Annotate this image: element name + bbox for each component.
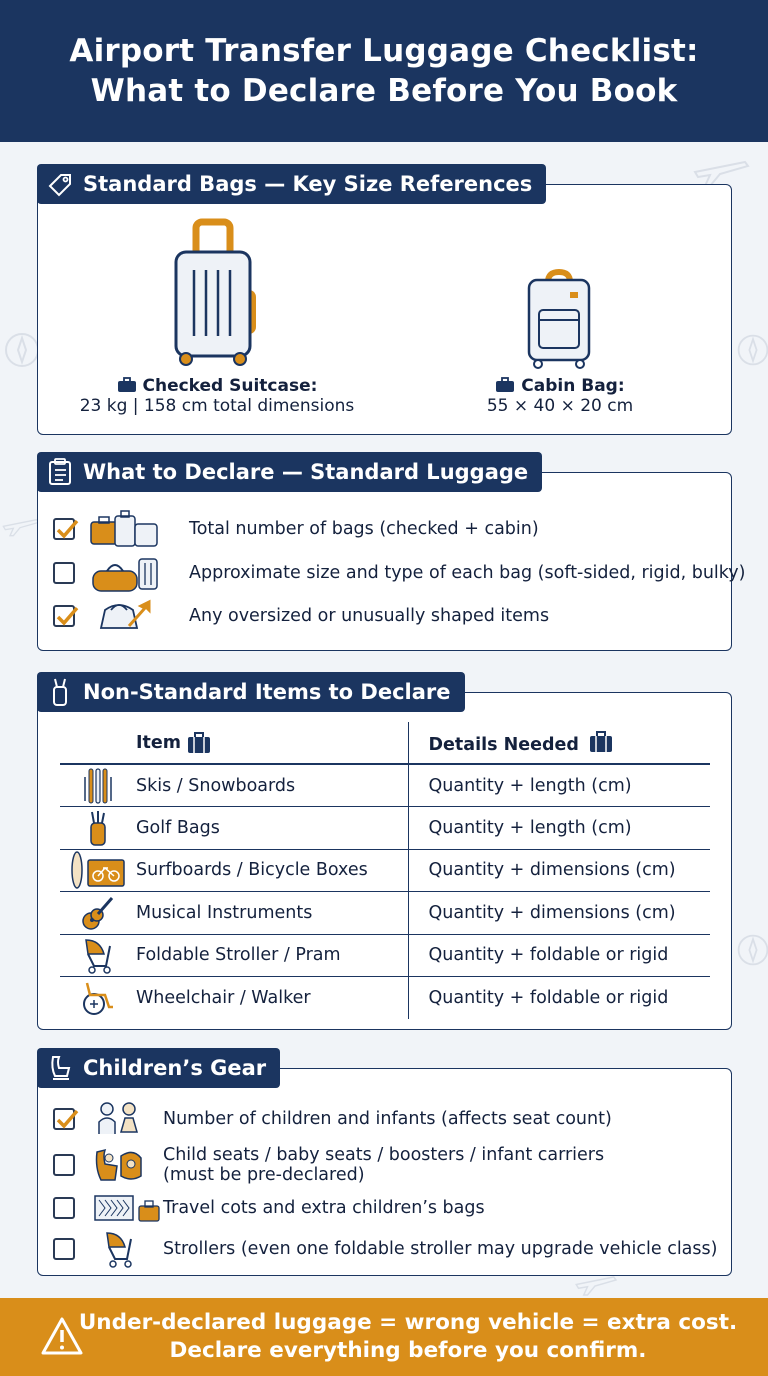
item-name: Wheelchair / Walker [136, 988, 311, 1008]
children-title [37, 1048, 280, 1088]
table-row [60, 892, 710, 935]
column-header-details-text: Details Needed [428, 734, 579, 755]
checkbox[interactable] [53, 1154, 75, 1176]
children-item-text: Travel cots and extra children’s bags [163, 1198, 485, 1218]
column-header-item [60, 722, 408, 764]
oversized-bag-icon [89, 598, 161, 634]
page-title-line1: Airport Transfer Luggage Checklist: [69, 33, 699, 69]
tag-icon [37, 164, 83, 204]
item-name: Skis / Snowboards [136, 775, 296, 796]
children-item-count[interactable] [53, 1100, 612, 1138]
item-details: Quantity + length (cm) [408, 764, 710, 807]
background-plane-icon [0, 505, 40, 545]
declare-item-text: Total number of bags (checked + cabin) [189, 519, 539, 539]
children-item-child-seats[interactable] [53, 1144, 604, 1186]
checkbox[interactable] [53, 1238, 75, 1260]
stroller-icon [93, 1229, 145, 1269]
declare-item-text: Any oversized or unusually shaped items [189, 606, 550, 626]
golf-bag-icon [37, 672, 83, 712]
warning-line2: Declare everything before you confirm. [169, 1338, 647, 1363]
children-item-text: Number of children and infants (affects seat count) [163, 1109, 612, 1129]
item-name: Foldable Stroller / Pram [136, 945, 341, 966]
item-details: Quantity + dimensions (cm) [408, 892, 710, 935]
background-compass-icon [735, 330, 768, 370]
declare-item-oversized[interactable] [53, 598, 549, 634]
briefcase-icon [589, 731, 613, 753]
stroller-icon [60, 936, 136, 974]
surfboard-bike-box-icon [60, 850, 136, 890]
item-name: Golf Bags [136, 817, 220, 838]
item-name: Musical Instruments [136, 902, 313, 923]
checkbox[interactable] [53, 518, 75, 540]
golf-bag-icon [60, 809, 136, 847]
cabin-bag-label: Cabin Bag: [521, 376, 625, 396]
checkbox[interactable] [53, 1108, 75, 1130]
page-title-line2: What to Declare Before You Book [90, 73, 678, 109]
briefcase-icon [117, 377, 137, 393]
table-header-row [60, 722, 710, 764]
non-standard-table [60, 722, 710, 1019]
item-details: Quantity + foldable or rigid [408, 977, 710, 1020]
background-compass-icon [735, 930, 768, 970]
table-row [60, 977, 710, 1020]
clipboard-icon [37, 452, 83, 492]
item-details: Quantity + length (cm) [408, 807, 710, 850]
table-row [60, 764, 710, 807]
non-standard-title-text: Non-Standard Items to Declare [83, 680, 451, 704]
declare-standard-title-text: What to Declare — Standard Luggage [83, 460, 529, 484]
children-icon [93, 1100, 145, 1138]
children-item-text: Child seats / baby seats / boosters / infant carriers [163, 1145, 605, 1165]
standard-bags-title-text: Standard Bags — Key Size References [83, 172, 533, 196]
checkbox[interactable] [53, 562, 75, 584]
non-standard-title [37, 672, 465, 712]
cabin-bag-icon [526, 268, 592, 370]
page-header [0, 0, 768, 142]
checkbox[interactable] [53, 1197, 75, 1219]
declare-item-total-bags[interactable] [53, 514, 539, 544]
cabin-bag-detail: 55 × 40 × 20 cm [486, 396, 634, 416]
children-item-strollers[interactable] [53, 1228, 717, 1270]
background-compass-icon [2, 330, 42, 370]
briefcase-icon [187, 732, 211, 754]
item-name: Surfboards / Bicycle Boxes [136, 860, 368, 881]
guitar-icon [60, 894, 136, 932]
checked-suitcase-icon [170, 218, 262, 368]
checked-suitcase-detail: 23 kg | 158 cm total dimensions [79, 396, 355, 416]
table-row [60, 849, 710, 892]
checked-suitcase-caption [62, 376, 372, 416]
table-row [60, 807, 710, 850]
skis-icon [60, 767, 136, 805]
declare-item-bag-size[interactable] [53, 556, 745, 590]
car-seat-icon [37, 1048, 83, 1088]
declare-standard-title [37, 452, 542, 492]
duffel-and-suitcase-icon [89, 553, 161, 593]
wheelchair-icon [60, 979, 136, 1017]
child-seat-icon [93, 1146, 145, 1184]
table-row [60, 934, 710, 977]
children-item-subtext: (must be pre-declared) [163, 1165, 365, 1185]
warning-line1: Under-declared luggage = wrong vehicle = extra cost. [78, 1310, 738, 1335]
item-details: Quantity + foldable or rigid [408, 934, 710, 977]
children-title-text: Children’s Gear [83, 1056, 267, 1080]
luggage-group-icon [89, 510, 161, 548]
cabin-bag-caption [430, 376, 690, 416]
declare-item-text: Approximate size and type of each bag (soft-sided, rigid, bulky) [189, 563, 746, 583]
briefcase-icon [495, 377, 515, 393]
checked-suitcase-label: Checked Suitcase: [142, 376, 318, 396]
warning-footer [0, 1298, 768, 1376]
travel-cot-icon [93, 1192, 163, 1224]
children-item-travel-cots[interactable] [53, 1192, 485, 1224]
children-item-text: Strollers (even one foldable stroller may upgrade vehicle class) [163, 1239, 718, 1259]
checkbox[interactable] [53, 605, 75, 627]
item-details: Quantity + dimensions (cm) [408, 849, 710, 892]
standard-bags-title [37, 164, 546, 204]
column-header-details [408, 722, 710, 764]
column-header-item-text: Item [136, 732, 181, 753]
warning-icon [40, 1316, 84, 1356]
